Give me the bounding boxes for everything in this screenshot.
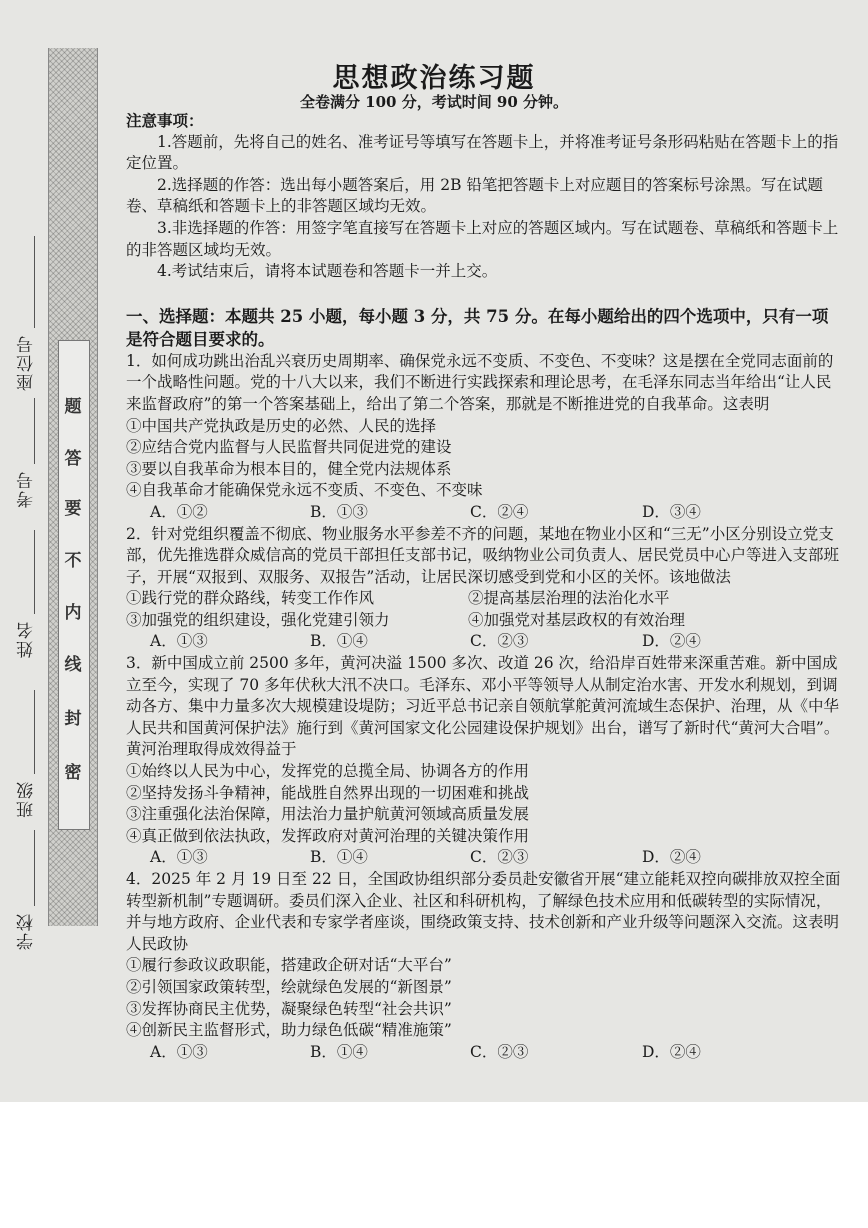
- question-option: ①践行党的群众路线，转变工作作风: [126, 589, 375, 608]
- question-option: ②提高基层治理的法治化水平: [468, 589, 670, 608]
- choice-c: C．②③: [470, 848, 529, 867]
- page-title: 思想政治练习题: [332, 63, 536, 94]
- notice-block: [126, 110, 844, 283]
- question-option: ④真正做到依法执政，发挥政府对黄河治理的关键决策作用: [126, 826, 530, 845]
- notice-heading: 注意事项：: [126, 111, 204, 130]
- option-row: [126, 610, 844, 632]
- question-option: ③要以自我革命为根本目的，健全党内法规体系: [126, 459, 452, 478]
- question-option: ②引领国家政策转型，绘就绿色发展的“新图景”: [126, 977, 452, 996]
- answer-choices: [126, 631, 844, 653]
- seal-char: 内: [64, 603, 82, 623]
- notice-item: 4.考试结束后，请将本试题卷和答题卡一并上交。: [157, 262, 498, 281]
- seal-char: 封: [64, 709, 82, 729]
- question-option: ④创新民主监督形式，助力绿色低碳“精准施策”: [126, 1021, 452, 1040]
- seat-number-line: [34, 236, 35, 328]
- question-option: ③发挥协商民主优势，凝聚绿色转型“社会共识”: [126, 999, 452, 1018]
- seal-char: 密: [64, 763, 82, 783]
- seal-char: 答: [64, 449, 82, 469]
- question-option: ④自我革命才能确保党永远不变质、不变色、不变味: [126, 481, 483, 500]
- question-option: ②坚持发扬斗争精神，能战胜自然界出现的一切困难和挑战: [126, 783, 530, 802]
- question-3: [126, 653, 844, 869]
- choice-d: D．②④: [642, 1042, 701, 1061]
- notice-item: 1.答题前，先将自己的姓名、准考证号等填写在答题卡上，并将准考证号条形码粘贴在答题卡上的指定位置。: [126, 132, 839, 173]
- question-option: ①履行参政议政职能，搭建政企研对话“大平台”: [126, 956, 452, 975]
- seal-char: 要: [64, 499, 82, 519]
- choice-a: A．①③: [150, 848, 208, 867]
- seal-char: 题: [64, 397, 82, 417]
- question-1: [126, 351, 844, 524]
- question-stem: 3．新中国成立前 2500 多年，黄河决溢 1500 多次、改道 26 次，给沿岸百姓带来深重苦难。新中国成立至今，实现了 70 多年伏秋大汛不决口。毛泽东、邓小平等领导人从制定治水害、开发水利规划，到调动各方、集中力量多次大规模建设堤防；习近平总书记亲自领航掌舵黄河流域生态保护、治理，从《中华人民共和国黄河保护法》施行到《黄河国家文化公园建设保护规划》出台，谱写了新时代“黄河大合唱”。黄河治理取得成效得益于: [126, 654, 840, 759]
- class-line: [34, 690, 35, 774]
- choice-b: B．①③: [310, 502, 368, 521]
- choice-c: C．②③: [470, 1042, 529, 1061]
- exam-info: 全卷满分 100 分，考试时间 90 分钟。: [299, 93, 569, 111]
- choice-b: B．①④: [310, 632, 368, 651]
- notice-item: 2.选择题的作答：选出每小题答案后，用 2B 铅笔把答题卡上对应题目的答案标号涂黑。写在试题卷、草稿纸和答题卡上的非答题区域均无效。: [126, 175, 823, 216]
- question-option: ②应结合党内监督与人民监督共同促进党的建设: [126, 438, 452, 457]
- question-4: [126, 869, 844, 1063]
- question-option: ①始终以人民为中心，发挥党的总揽全局、协调各方的作用: [126, 762, 530, 781]
- section-heading: 一、选择题：本题共 25 小题，每小题 3 分，共 75 分。在每小题给出的四个选项中，只有一项是符合题目要求的。: [126, 306, 829, 349]
- notice-item: 3.非选择题的作答：用签字笔直接写在答题卡上对应的答题区域内。写在试题卷、草稿纸和答题卡上的非答题区域均无效。: [126, 218, 839, 259]
- choice-a: A．①②: [150, 502, 208, 521]
- question-option: ③注重强化法治保障，用法治力量护航黄河领域高质量发展: [126, 805, 530, 824]
- question-2: [126, 524, 844, 654]
- option-row: [126, 588, 844, 610]
- answer-choices: [126, 847, 844, 869]
- blank-margin: [0, 1102, 868, 1228]
- question-option: ③加强党的组织建设，强化党建引领力: [126, 610, 390, 629]
- choice-c: C．②③: [470, 632, 529, 651]
- answer-choices: [126, 1042, 844, 1064]
- choice-b: B．①④: [310, 1042, 368, 1061]
- name-line: [34, 530, 35, 614]
- seal-char: 不: [64, 551, 82, 571]
- exam-content: [126, 108, 844, 1063]
- name-label: 姓名: [17, 620, 37, 658]
- choice-d: D．③④: [642, 502, 701, 521]
- exam-number-label: 考号: [17, 470, 37, 508]
- school-label: 学校: [17, 912, 37, 950]
- class-label: 班级: [17, 780, 37, 818]
- choice-a: A．①③: [150, 1042, 208, 1061]
- seal-char: 线: [64, 655, 82, 675]
- question-stem: 4．2025 年 2 月 19 日至 22 日，全国政协组织部分委员赴安徽省开展“建立能耗双控向碳排放双控全面转型新机制”专题调研。委员们深入企业、社区和科研机构，了解绿色技术应用和低碳转型的实际情况，并与地方政府、企业代表和专家学者座谈，围绕政策支持、技术创新和产业升级等问题深入交流。这表明人民政协: [126, 870, 841, 953]
- question-option: ④加强党对基层政权的有效治理: [468, 610, 686, 629]
- seat-number-label: 座位号: [17, 334, 37, 391]
- exam-number-line: [34, 398, 35, 464]
- question-stem: 2．针对党组织覆盖不彻底、物业服务水平参差不齐的问题，某地在物业小区和“三无”小区分别设立党支部，优先推选群众威信高的党员干部担任支部书记，吸纳物业公司负责人、居民党员中心户等进入支部班子，开展“双报到、双服务、双报告”活动，让居民深切感受到党和小区的关怀。该地做法: [126, 524, 840, 586]
- school-line: [34, 830, 35, 906]
- question-option: ①中国共产党执政是历史的必然、人民的选择: [126, 416, 437, 435]
- choice-c: C．②④: [470, 502, 529, 521]
- choice-d: D．②④: [642, 632, 701, 651]
- answer-choices: [126, 502, 844, 524]
- choice-d: D．②④: [642, 848, 701, 867]
- choice-b: B．①④: [310, 848, 368, 867]
- question-stem: 1．如何成功跳出治乱兴衰历史周期率、确保党永远不变质、不变色、不变味？这是摆在全党同志面前的一个战略性问题。党的十八大以来，我们不断进行实践探索和理论思考，在毛泽东同志当年给出“让人民来监督政府”的第一个答案基础上，给出了第二个答案，那就是不断推进党的自我革命。这表明: [126, 351, 834, 413]
- choice-a: A．①③: [150, 632, 208, 651]
